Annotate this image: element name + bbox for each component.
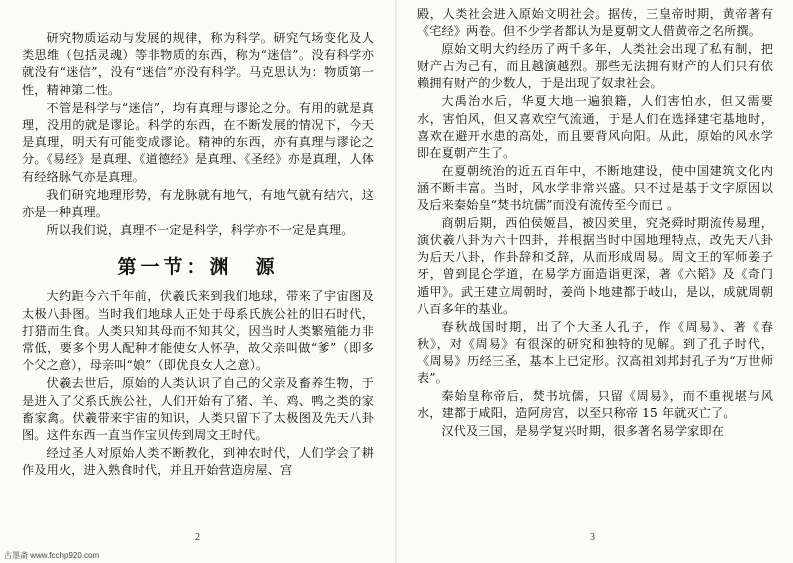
paragraph: 在夏朝统治的近五百年中，不断地建设，使中国建筑文化内涵不断丰富。当时，风水学非常兴盛。只不过是基于文字原因以及后来秦始皇“焚书坑儒”而没有流传至今而已 。: [417, 163, 773, 213]
paragraph: 商朝后期，西伯侯姬昌，被囚羑里，究尧舜时期流传易理，演伏羲八卦为六十四卦，并根据当时中国地理特点，改先天八卦为后天八卦，作卦辞和爻辞，从而形成周易。周文王的军师姜子牙，曾到昆仑学道，在易学方面造诣更深，著《六韬》及《奇门遁甲》。武王建立周朝时，姜尚卜地建都于岐山，是以，成就周朝八百多年的基业。: [417, 216, 773, 316]
watermark: 古墨斋 www.fcchp920.com: [4, 551, 100, 560]
right-page: [397, 0, 793, 563]
paragraph: 大约距今六千年前，伏羲氏来到我们地球，带来了宇宙图及太极八卦图。当时我们地球人正处于母系氏族公社的旧石时代，打猎而生食。人类只知其母而不知其父，因当时人类繁殖能力非常低，要多个男人配种才能使女人怀孕，故父亲叫做“爹”（即多个父之意），母亲叫“娘”（即优良女人之意）。: [22, 289, 374, 373]
section-title: 第一节：渊 源: [117, 256, 279, 279]
paragraph: 原始文明大约经历了两千多年，人类社会出现了私有制，把财产占为己有，而且越演越烈。那些无法拥有财产的人们只有依赖拥有财产的少数人，于是出现了奴隶社会。: [417, 42, 773, 91]
left-page: [0, 0, 396, 563]
paragraph: 春秋战国时期，出了个大圣人孔子，作《周易》、著《春秋》，对《周易》有很深的研究和独特的见解。到了孔子时代，《周易》历经三圣，基本上已定形。汉高祖刘邦封孔子为“万世师表”。: [417, 319, 773, 385]
page-number: 2: [195, 532, 200, 543]
paragraph: 研究物质运动与发展的规律，称为科学。研究气场变化及人类思维（包括灵魂）等非物质的东西，称为“迷信”。没有科学亦就没有“迷信”，没有“迷信”亦没有科学。马克思认为：物质第一性，精神第二性。: [22, 31, 374, 97]
paragraph: 殿，人类社会进入原始文明社会。据传，三皇帝时期，黄帝著有《宅经》两卷。但不少学者都认为是夏朝文人借黄帝之名所撰。: [417, 7, 773, 39]
paragraph: 伏羲去世后，原始的人类认识了自己的父亲及畜养生物，于是进入了父系氏族公社，人们开始有了猪、羊、鸡、鸭之类的家畜家禽。伏羲带来宇宙的知识，人类只留下了太极图及先天八卦图。这件东西一直当作宝贝传到周文王时代。: [22, 376, 374, 443]
paragraph: 大禹治水后，华夏大地一遍狼籍，人们害怕水，但又需要水，害怕风，但又喜欢空气流通，于是人们在选择建宅基地时，喜欢在避开水患的高处，而且要背风向阳。从此，原始的风水学即在夏朝产生了。: [417, 94, 773, 160]
paragraph: 汉代及三国，是易学复兴时期，很多著名易学家即在: [441, 424, 725, 439]
page-number: 3: [590, 532, 595, 543]
paragraph: 秦始皇称帝后，焚书坑儒，只留《周易》，而不重视堪与风水，建都于咸阳，造阿房宫，以至只称帝 15 年就灭亡了。: [417, 389, 773, 421]
paragraph: 经过圣人对原始人类不断教化，到神农时代，人们学会了耕作及用火，进入熟食时代，并且开始营造房屋、宫: [22, 446, 374, 478]
paragraph: 我们研究地理形势，有龙脉就有地气，有地气就有结穴，这亦是一种真理。: [22, 187, 374, 220]
paragraph: 所以我们说，真理不一定是科学，科学亦不一定是真理。: [46, 223, 354, 238]
paragraph: 不管是科学与“迷信”，均有真理与谬论之分。有用的就是真理，没用的就是谬论。科学的东西，在不断发展的情况下，今天是真理，明天有可能变成谬论。精神的东西，亦有真理与谬论之分。《易经》是真理、《道德经》是真理、《圣经》亦是真理，人体有经络脉气亦是真理。: [22, 100, 374, 184]
